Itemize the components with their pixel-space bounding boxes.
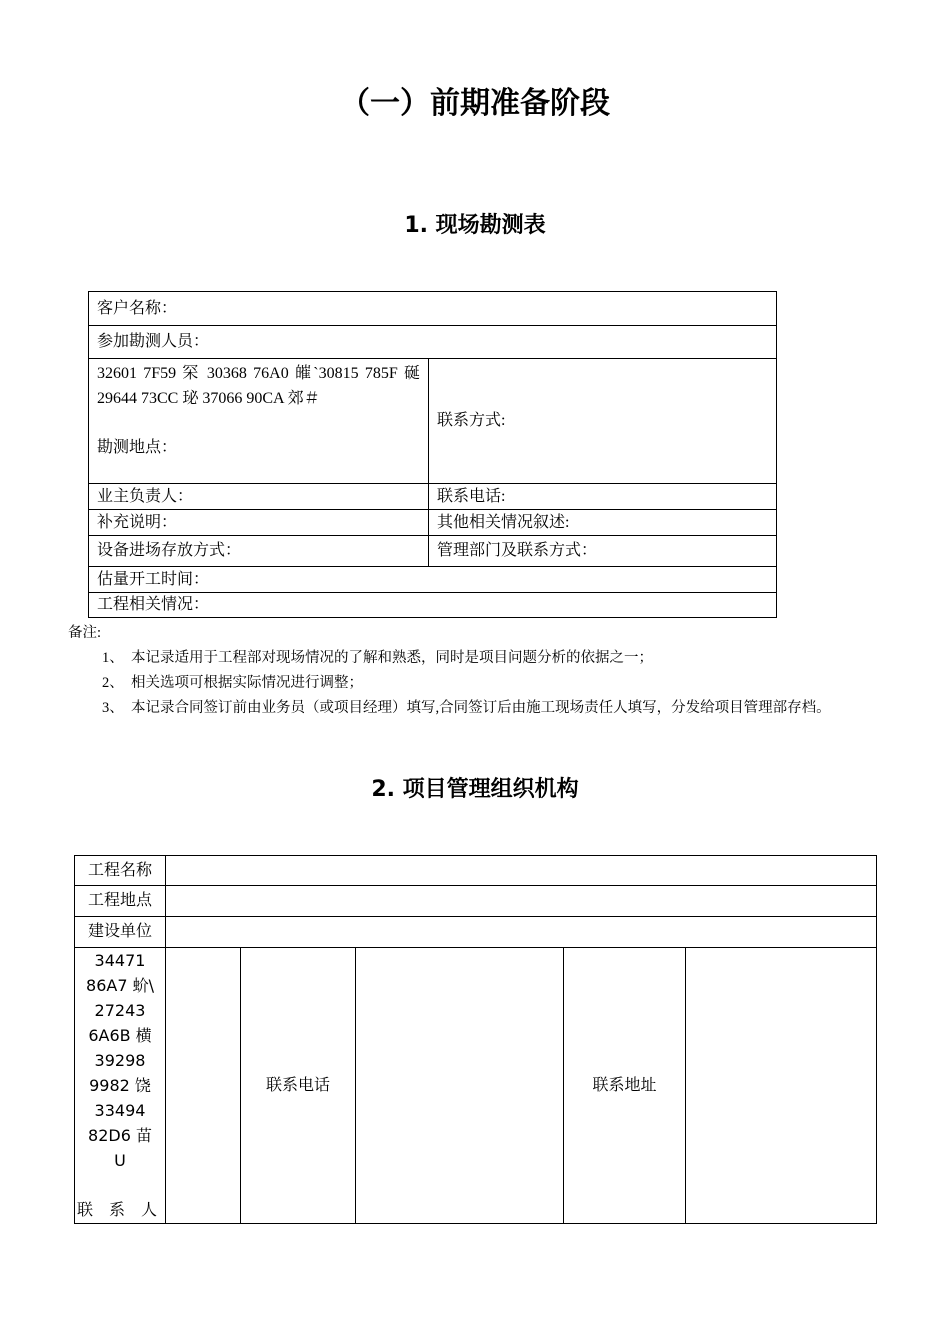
note-number: 2、 [102, 675, 124, 691]
notes-list [68, 646, 888, 721]
equipment-storage-label: 设备进场存放方式： [97, 542, 242, 559]
garbled-line: 9982 饶 [89, 1076, 151, 1095]
supplement-label: 补充说明： [97, 513, 178, 531]
construction-unit-input[interactable] [166, 917, 877, 948]
contact-method-cell[interactable] [429, 359, 777, 484]
garbled-line: U [114, 1151, 126, 1170]
notes-heading: 备注: [68, 625, 102, 641]
contact-address-label-cell [564, 948, 686, 1224]
owner-lead-cell[interactable] [89, 484, 429, 510]
project-info-label: 工程相关情况： [97, 596, 210, 613]
note-number: 1、 [102, 650, 124, 666]
participants-cell[interactable] [89, 326, 777, 359]
management-dept-label: 管理部门及联系方式： [437, 542, 598, 559]
note-text: 相关选项可根据实际情况进行调整； [131, 675, 363, 691]
other-situation-cell[interactable] [429, 510, 777, 536]
site-survey-table [88, 291, 777, 618]
contact-phone-label-cell [241, 948, 356, 1224]
other-situation-label: 其他相关情况叙述: [437, 513, 570, 531]
survey-location-label: 勘测地点： [97, 439, 178, 456]
contact-phone-input[interactable] [356, 948, 564, 1224]
org-structure-table [74, 855, 877, 1224]
garbled-line: 39298 [94, 1051, 146, 1070]
supplement-cell[interactable] [89, 510, 429, 536]
contact-person-label-cell [75, 948, 166, 1224]
project-name-label-cell [75, 856, 166, 886]
estimated-start-label: 估量开工时间： [97, 570, 210, 588]
contact-phone-label: 联系电话: [437, 487, 506, 505]
note-item [68, 696, 888, 721]
management-dept-cell[interactable] [429, 536, 777, 567]
client-name-cell[interactable] [89, 292, 777, 326]
notes-block [68, 621, 888, 721]
note-item [68, 646, 888, 671]
project-name-input[interactable] [166, 856, 877, 886]
note-item [68, 671, 888, 696]
note-text: 本记录合同签订前由业务员（或项目经理）填写,合同签订后由施工现场责任人填写，分发给项目管理部存档。 [131, 700, 831, 716]
garbled-text: 32601 7F59 罙 30368 76A0 皠`30815 785F 硟 29644 73CC 珌 37066 90CA 郊＃ [97, 365, 420, 407]
page-title: （一）前期准备阶段 [340, 86, 610, 121]
estimated-start-cell[interactable] [89, 567, 777, 593]
section1-title: 1. 现场勘测表 [404, 213, 546, 238]
note-text: 本记录适用于工程部对现场情况的了解和熟悉，同时是项目问题分析的依据之一； [131, 650, 653, 666]
participants-label: 参加勘测人员： [97, 333, 210, 350]
project-location-input[interactable] [166, 886, 877, 917]
org-contact-phone-label: 联系电话 [265, 1076, 330, 1094]
note-number: 3、 [102, 700, 124, 716]
project-location-label-cell [75, 886, 166, 917]
construction-unit-label-cell [75, 917, 166, 948]
garbled-line: 33494 [94, 1101, 146, 1120]
garbled-line: 34471 [94, 951, 146, 970]
garbled-line: 27243 [94, 1001, 146, 1020]
garbled-line: 86A7 蚧\ [86, 976, 154, 995]
project-info-cell[interactable] [89, 593, 777, 618]
contact-address-input[interactable] [686, 948, 877, 1224]
construction-unit-label: 建设单位 [87, 923, 152, 940]
equipment-storage-cell[interactable] [89, 536, 429, 567]
contact-person-input[interactable] [166, 948, 241, 1224]
project-location-label: 工程地点 [87, 892, 152, 909]
contact-method-label: 联系方式: [437, 412, 506, 429]
survey-location-cell[interactable] [89, 359, 429, 484]
garbled-line: 82D6 苗 [88, 1126, 152, 1145]
contact-person-label: 联 系 人 [77, 1202, 164, 1219]
project-name-label: 工程名称 [87, 861, 152, 879]
section2-title: 2. 项目管理组织机构 [371, 777, 579, 802]
contact-address-label: 联系地址 [592, 1076, 657, 1094]
client-name-label: 客户名称： [97, 299, 178, 317]
contact-phone-cell[interactable] [429, 484, 777, 510]
garbled-line: 6A6B 横 [88, 1026, 152, 1045]
owner-lead-label: 业主负责人： [97, 487, 194, 505]
